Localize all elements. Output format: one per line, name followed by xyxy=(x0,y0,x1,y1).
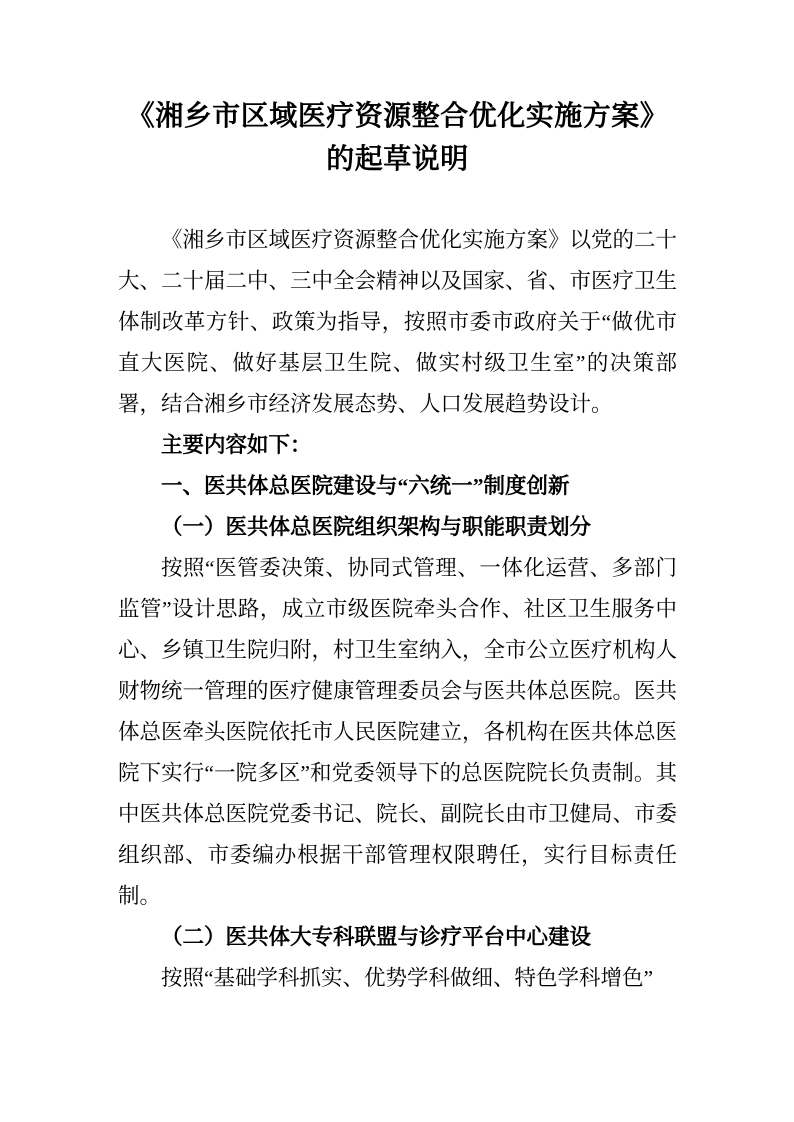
paragraph-intro: 《湘乡市区域医疗资源整合优化实施方案》以党的二十大、二十届二中、三中全会精神以及国家、省、市医疗卫生体制改革方针、政策为指导，按照市委市政府关于“做优市直大医院、做好基层卫生院、做实村级卫生室”的决策部署，结合湘乡市经济发展态势、人口发展趋势设计。 xyxy=(118,228,678,416)
heading-section-1: 一、医共体总医院建设与“六统一”制度创新 xyxy=(161,474,570,498)
subheading-main-content: 主要内容如下： xyxy=(161,433,312,457)
paragraph-section-1-2: 按照“基础学科抓实、优势学科做细、特色学科增色” xyxy=(161,966,654,990)
heading-section-1-1: （一）医共体总医院组织架构与职能职责划分 xyxy=(161,515,592,539)
document-title-line-2: 的起草说明 xyxy=(326,144,469,175)
document-body xyxy=(118,220,677,999)
document-title xyxy=(118,95,677,181)
document-title-line-1: 《湘乡市区域医疗资源整合优化实施方案》 xyxy=(126,101,669,132)
paragraph-section-1-1: 按照“医管委决策、协同式管理、一体化运营、多部门监管”设计思路，成立市级医院牵头合作、社区卫生服务中心、乡镇卫生院归附，村卫生室纳入，全市公立医疗机构人财物统一管理的医疗健康管理委员会与医共体总医院。医共体总医牵头医院依托市人民医院建立，各机构在医共体总医院下实行“一院多区”和党委领导下的总医院院长负责制。其中医共体总医院党委书记、院长、副院长由市卫健局、市委组织部、市委编办根据干部管理权限聘任，实行目标责任制。 xyxy=(118,556,678,908)
heading-section-1-2: （二）医共体大专科联盟与诊疗平台中心建设 xyxy=(161,925,592,949)
